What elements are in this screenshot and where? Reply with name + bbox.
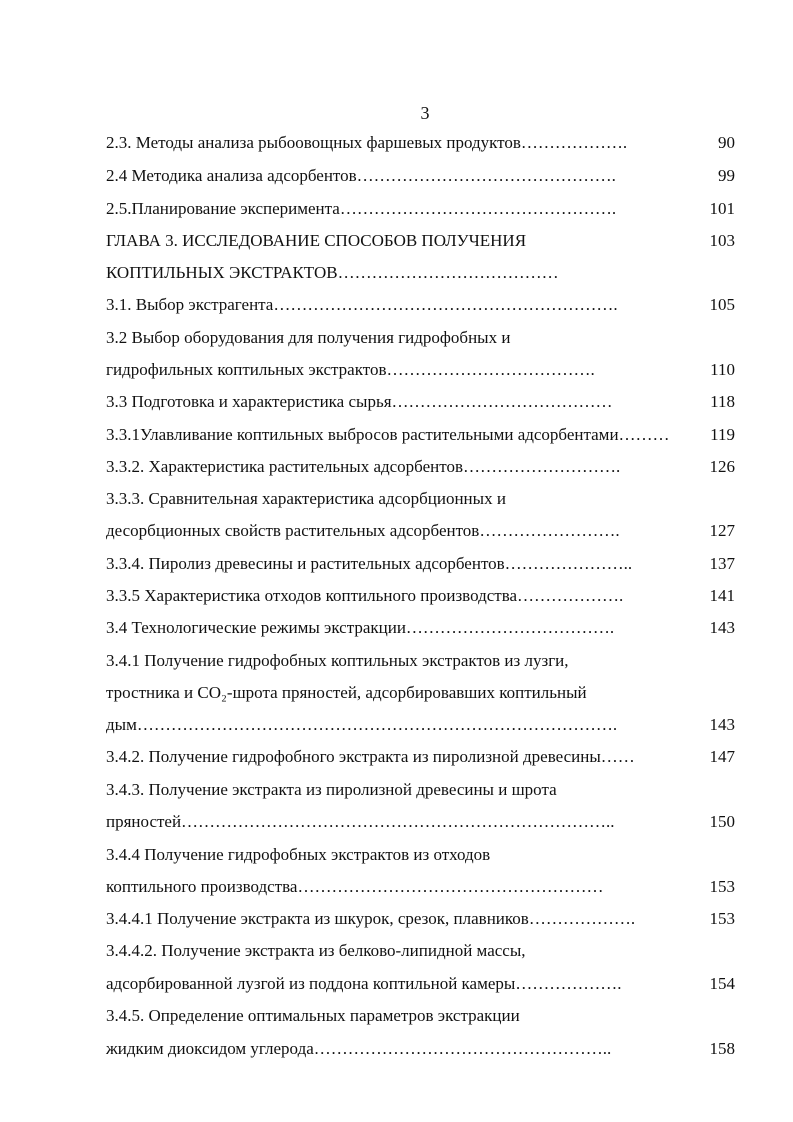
page-number: 3 [420, 103, 430, 123]
toc-entry-text: 3.4.1 Получение гидрофобных коптильных экстрактов из лузги, [106, 651, 569, 670]
toc-entry-text: 3.4.4.2. Получение экстракта из белково-липидной массы, [106, 941, 526, 960]
toc-entry-text: тростника и СО₂-шрота пряностей, адсорбировавших коптильный [106, 683, 587, 702]
toc-entry-text: 3.3.4. Пиролиз древесины и растительных адсорбентов………………….. [106, 554, 633, 573]
toc-entry-text: 3.2 Выбор оборудования для получения гидрофобных и [106, 328, 511, 347]
toc-entry-page: 105 [709, 295, 735, 314]
toc-entry-text: адсорбированной лузгой из поддона коптильной камеры………………. [106, 974, 622, 993]
toc-entry-page: 153 [709, 909, 735, 928]
toc-entry-page: 141 [709, 586, 735, 605]
toc-entry-text: 3.3.2. Характеристика растительных адсорбентов………………………. [106, 457, 621, 476]
toc-entry-page: 150 [709, 812, 735, 831]
toc-entry-page: 119 [710, 425, 735, 444]
toc-entry-page: 110 [710, 360, 735, 379]
toc-entry-page: 103 [709, 231, 735, 250]
toc-entry-page: 154 [709, 974, 735, 993]
toc-entry-page: 118 [710, 392, 735, 411]
toc-entry-text: десорбционных свойств растительных адсорбентов……………………. [106, 521, 620, 540]
toc-entry-text: 3.4.4.1 Получение экстракта из шкурок, срезок, плавников………………. [106, 909, 636, 928]
toc-entry-text: 3.3 Подготовка и характеристика сырья………………………………… [106, 392, 613, 411]
toc-entry-text: 3.4 Технологические режимы экстракции………………………………. [106, 618, 615, 637]
toc-entry-text: 3.4.2. Получение гидрофобного экстракта из пиролизной древесины…… [106, 747, 635, 766]
toc-entry-text: 2.5.Планирование эксперимента…………………………………………. [106, 199, 617, 218]
toc-entry-text: 3.4.4 Получение гидрофобных экстрактов из отходов [106, 845, 491, 864]
toc-entry-text: жидким диоксидом углерода…………………………………………….. [106, 1039, 612, 1058]
toc-entry-page: 153 [709, 877, 735, 896]
toc-entry-text: пряностей………………………………………………………………….. [106, 812, 615, 831]
toc-entry-text: гидрофильных коптильных экстрактов………………………………. [106, 360, 595, 379]
toc-entry-text: 2.3. Методы анализа рыбоовощных фаршевых продуктов………………. [106, 133, 628, 152]
toc-entry-text: 2.4 Методика анализа адсорбентов………………………………………. [106, 166, 616, 185]
toc-chapter-heading: КОПТИЛЬНЫХ ЭКСТРАКТОВ………………………………… [106, 263, 559, 282]
toc-entry-page: 99 [718, 166, 735, 185]
toc-entry-page: 126 [709, 457, 735, 476]
toc-entry-page: 147 [709, 747, 735, 766]
toc-entry-text: 3.4.5. Определение оптимальных параметров экстракции [106, 1006, 520, 1025]
toc-entry-text: дым…………………………………………………………………………. [106, 715, 618, 734]
toc-entry-text: 3.3.1Улавливание коптильных выбросов растительными адсорбентами……… [106, 425, 670, 444]
toc-entry-text: коптильного производства……………………………………………… [106, 877, 604, 896]
toc-entry-page: 143 [709, 618, 735, 637]
toc-entry-text: 3.1. Выбор экстрагента……………………………………………………. [106, 295, 618, 314]
toc-entry-text: 3.3.3. Сравнительная характеристика адсорбционных и [106, 489, 506, 508]
toc-entry-page: 158 [709, 1039, 735, 1058]
toc-entry-page: 143 [709, 715, 735, 734]
toc-entry-page: 101 [709, 199, 735, 218]
toc-entry-page: 127 [709, 521, 735, 540]
toc-entry-page: 90 [718, 133, 735, 152]
toc-entry-text: 3.4.3. Получение экстракта из пиролизной древесины и шрота [106, 780, 557, 799]
toc-chapter-heading: ГЛАВА 3. ИССЛЕДОВАНИЕ СПОСОБОВ ПОЛУЧЕНИЯ [106, 231, 527, 250]
toc-entry-text: 3.3.5 Характеристика отходов коптильного производства………………. [106, 586, 624, 605]
toc-entry-page: 137 [709, 554, 735, 573]
